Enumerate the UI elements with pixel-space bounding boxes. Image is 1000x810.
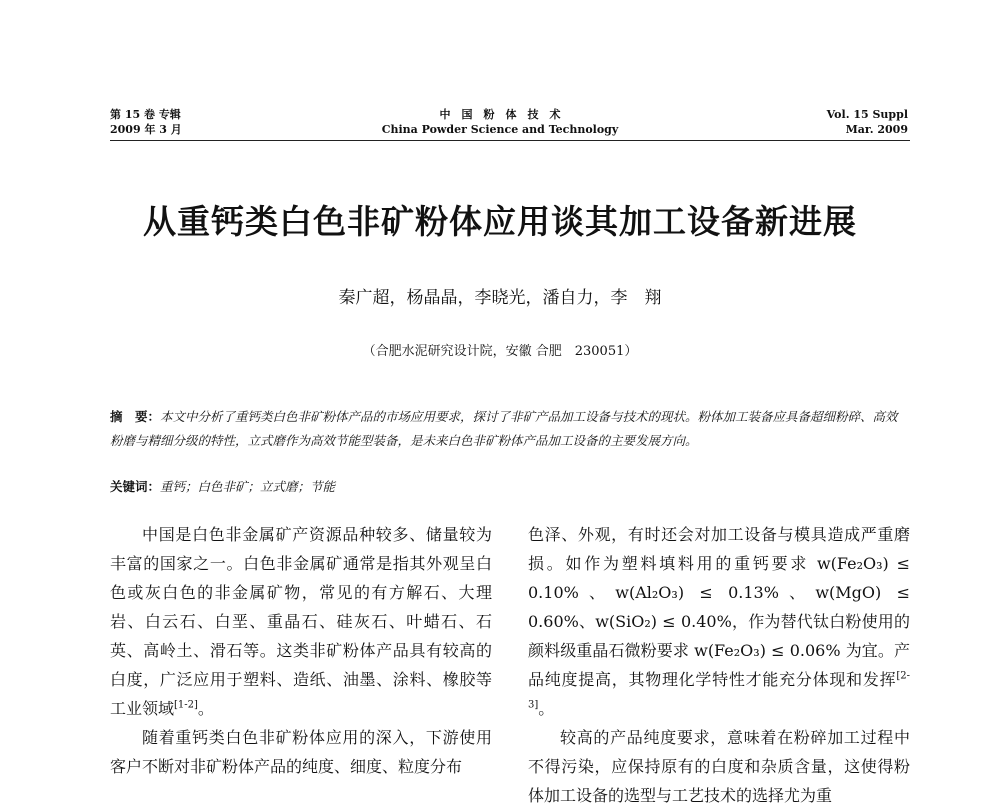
paragraph-text: 随着重钙类白色非矿粉体应用的深入，下游使用客户不断对非矿粉体产品的纯度、细度、粒度分布: [110, 728, 492, 776]
date-en: Mar. 2009: [845, 123, 908, 136]
paragraph: [528, 723, 910, 810]
paragraph-text: 中国是白色非金属矿产资源品种较多、储量较为丰富的国家之一。白色非金属矿通常是指其外观呈白色或灰白色的非金属矿物，常见的有方解石、大理岩、白云石、白垩、重晶石、硅灰石、叶蜡石、石英、高岭土、滑石等。这类非矿粉体产品具有较高的白度，广泛应用于塑料、造纸、油墨、涂料、橡胶等工业领域: [110, 525, 492, 718]
paragraph-end: 。: [538, 699, 555, 718]
paragraph: [528, 520, 910, 723]
body-column-left: [110, 520, 492, 781]
affiliation: （合肥水泥研究设计院，安徽 合肥 230051）: [362, 344, 638, 359]
header-rule: [110, 140, 910, 141]
paragraph-end: 。: [197, 699, 214, 718]
body-column-right: [528, 520, 910, 810]
paragraph-text: 色泽、外观，有时还会对加工设备与模具造成严重磨损。如作为塑料填料用的重钙要求 w(Fe₂O₃) ≤ 0.10%、w(Al₂O₃) ≤ 0.13%、w(MgO) ≤ 0.60%、w(SiO₂) ≤ 0.40%，作为替代钛白粉使用的颜料级重晶石微粉要求 w(Fe₂O₃) ≤ 0.06% 为宜。产品纯度提高，其物理化学特性才能充分体现和发挥: [528, 525, 910, 689]
keywords: [110, 477, 910, 495]
abstract: [110, 405, 910, 453]
keywords-label: 关键词：: [110, 479, 161, 494]
volume-issue: 第 15 卷 专辑: [110, 108, 181, 121]
paragraph: [110, 723, 492, 781]
journal-name-en: China Powder Science and Technology: [381, 123, 619, 136]
journal-name-cn: 中 国 粉 体 技 术: [439, 108, 561, 121]
abstract-label: 摘 要：: [110, 409, 161, 424]
paper-title: 从重钙类白色非矿粉体应用谈其加工设备新进展: [143, 202, 857, 241]
citation: [1-2]: [174, 699, 198, 711]
journal-volume-en: [827, 107, 908, 137]
volume-en: Vol. 15 Suppl: [826, 108, 908, 121]
paragraph-text: 较高的产品纯度要求，意味着在粉碎加工过程中不得污染，应保持原有的白度和杂质含量，这使得粉体加工设备的选型与工艺技术的选择尤为重: [528, 728, 910, 805]
abstract-text: 本文中分析了重钙类白色非矿粉体产品的市场应用要求，探讨了非矿产品加工设备与技术的现状。粉体加工装备应具备超细粉碎、高效粉磨与精细分级的特性，立式磨作为高效节能型装备，是未来白色非矿粉体产品加工设备的主要发展方向。: [110, 409, 898, 448]
paragraph: [110, 520, 492, 723]
publication-date: 2009 年 3 月: [110, 123, 182, 136]
citation: [2-3]: [528, 670, 910, 711]
keywords-text: 重钙；白色非矿；立式磨；节能: [160, 479, 336, 494]
author-list: 秦广超，杨晶晶，李晓光，潘自力，李 翔: [338, 288, 662, 308]
